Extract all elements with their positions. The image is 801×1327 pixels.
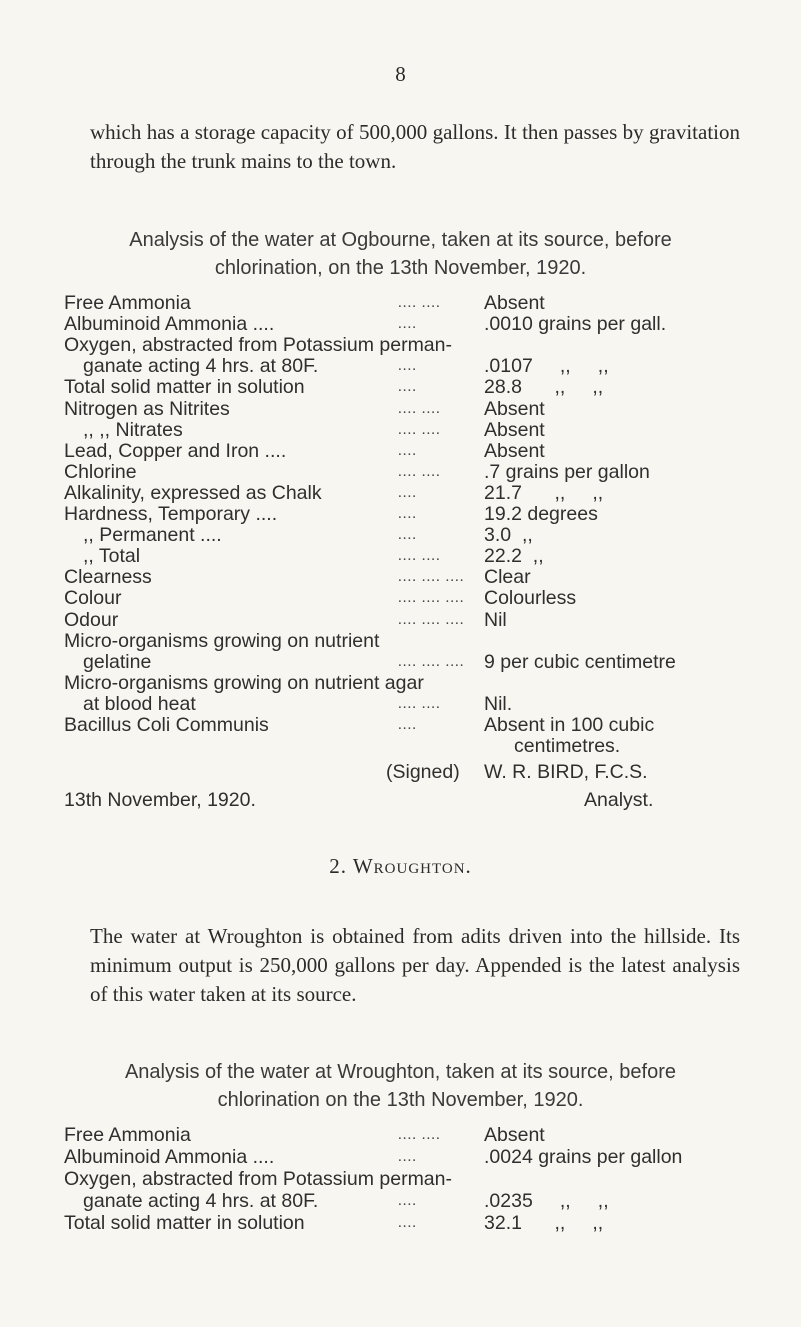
row-label: Lead, Copper and Iron ....	[64, 439, 287, 462]
wroughton-caption-line-2: chlorination on the 13th November, 1920.	[217, 1089, 584, 1111]
row-value: .0235 ,, ,,	[484, 1190, 609, 1212]
wroughton-caption-line-1: Analysis of the water at Wroughton, taken at its source, before	[124, 1061, 677, 1083]
row-value: Colourless	[484, 587, 577, 610]
row-leader-dots: .... .... ....	[398, 611, 465, 628]
row-label: ,, Permanent ....	[83, 524, 222, 547]
row-value: Absent	[484, 1124, 545, 1146]
row-label: Free Ammonia	[64, 1124, 191, 1146]
row-value: 21.7 ,, ,,	[484, 481, 604, 504]
row-value: Nil.	[484, 692, 513, 715]
report-date: 13th November, 1920.	[64, 789, 256, 811]
row-label: ganate acting 4 hrs. at 80F.	[83, 355, 319, 378]
intro-paragraph: which has a storage capacity of 500,000 gallons. It then passes by gravitation through the trunk mains to the town.	[90, 120, 740, 173]
row-label: ,, Total	[83, 545, 141, 568]
row-label: Chlorine	[64, 460, 137, 483]
row-label: Albuminoid Ammonia ....	[64, 313, 275, 336]
row-leader-dots: ....	[398, 442, 417, 459]
row-label: Total solid matter in solution	[64, 1212, 305, 1234]
row-value: .7 grains per gallon	[484, 460, 650, 483]
row-value: Absent	[484, 397, 545, 420]
wroughton-paragraph: The water at Wroughton is obtained from adits driven into the hillside. Its minimum output is 250,000 gallons per day. Appended is the latest analysis of this water taken at its source.	[90, 924, 740, 1006]
row-leader-dots: .... .... ....	[398, 569, 465, 586]
row-label: Free Ammonia	[64, 292, 191, 314]
row-label: ,, ,, Nitrates	[83, 418, 183, 441]
signatory-name: W. R. BIRD, F.C.S.	[484, 761, 648, 783]
row-leader-dots: ....	[398, 379, 417, 396]
row-label: Micro-organisms growing on nutrient agar	[64, 671, 424, 694]
row-leader-dots: .... ....	[398, 400, 441, 417]
ogbourne-caption-line-1: Analysis of the water at Ogbourne, taken at its source, before	[129, 229, 672, 251]
row-label: Micro-organisms growing on nutrient	[64, 629, 380, 652]
row-value: .0024 grains per gallon	[484, 1146, 683, 1168]
row-leader-dots: ....	[398, 506, 417, 522]
row-label: ganate acting 4 hrs. at 80F.	[83, 1190, 319, 1212]
section-heading: 2. Wroughton.	[329, 854, 472, 878]
row-value: 28.8 ,, ,,	[484, 376, 604, 399]
row-leader-dots: .... ....	[398, 421, 441, 438]
row-label: Clearness	[64, 566, 152, 589]
ogbourne-caption-line-2: chlorination, on the 13th November, 1920.	[214, 257, 587, 279]
row-value: 19.2 degrees	[484, 503, 598, 525]
row-label: Odour	[64, 608, 119, 631]
row-label: Alkalinity, expressed as Chalk	[64, 481, 322, 504]
row-label: Albuminoid Ammonia ....	[64, 1146, 275, 1168]
signed-label: (Signed)	[386, 761, 460, 783]
row-value: Nil	[484, 608, 507, 631]
row-value: .0107 ,, ,,	[484, 355, 609, 378]
row-leader-dots: .... .... ....	[398, 653, 465, 670]
row-value: Absent	[484, 292, 545, 314]
row-value: Clear	[484, 566, 531, 589]
row-leader-dots: ....	[398, 484, 417, 501]
row-value: 9 per cubic centimetre	[484, 650, 676, 673]
row-leader-dots: .... ....	[398, 548, 441, 565]
row-value: .0010 grains per gall.	[484, 313, 667, 336]
signatory-role: Analyst.	[584, 789, 654, 811]
row-label: Hardness, Temporary ....	[64, 503, 278, 525]
row-label: Oxygen, abstracted from Potassium perman-	[64, 334, 452, 357]
row-value: Absent	[484, 439, 545, 462]
row-leader-dots: ....	[398, 1149, 417, 1165]
row-value: 32.1 ,, ,,	[484, 1212, 604, 1234]
row-label: gelatine	[83, 650, 152, 673]
row-value: Absent	[484, 418, 545, 441]
row-leader-dots: .... ....	[398, 695, 441, 712]
row-leader-dots: ....	[398, 527, 417, 544]
row-leader-dots: ....	[398, 1193, 417, 1209]
row-value: 3.0 ,,	[484, 524, 533, 547]
row-leader-dots: ....	[398, 717, 417, 733]
row-label: Total solid matter in solution	[64, 376, 305, 399]
row-label: Bacillus Coli Communis	[64, 714, 269, 736]
row-leader-dots: .... ....	[398, 295, 441, 311]
row-leader-dots: .... ....	[398, 1127, 441, 1143]
row-leader-dots: ....	[398, 1215, 417, 1231]
row-leader-dots: ....	[398, 316, 417, 333]
row-leader-dots: ....	[398, 358, 417, 375]
page-number: 8	[395, 62, 406, 86]
row-leader-dots: .... ....	[398, 463, 441, 480]
row-label: at blood heat	[83, 692, 196, 715]
row-value: centimetres.	[514, 735, 621, 758]
row-value: Absent in 100 cubic	[484, 714, 655, 736]
row-label: Nitrogen as Nitrites	[64, 397, 230, 420]
row-label: Colour	[64, 587, 122, 610]
row-value: 22.2 ,,	[484, 545, 544, 568]
row-leader-dots: .... .... ....	[398, 590, 465, 607]
row-label: Oxygen, abstracted from Potassium perman-	[64, 1168, 452, 1190]
